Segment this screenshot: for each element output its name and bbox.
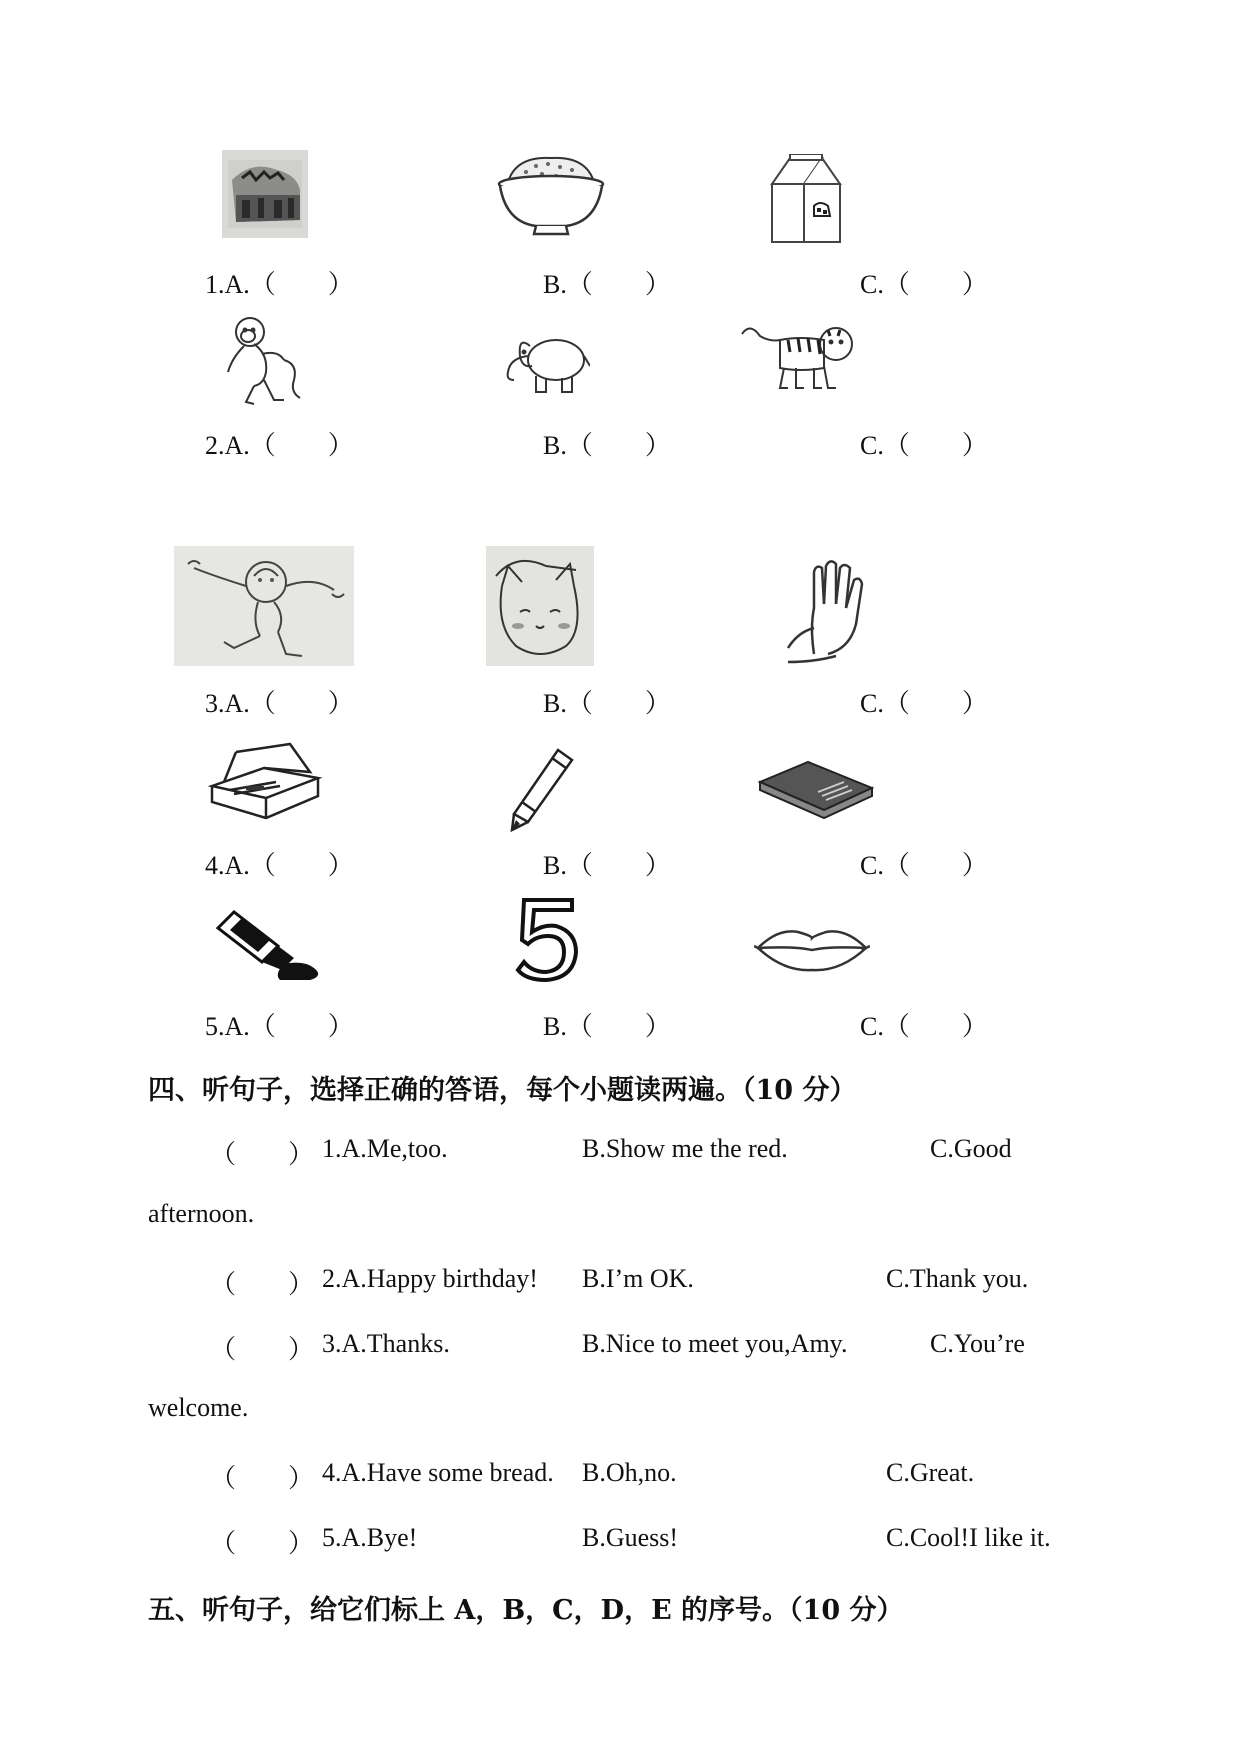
q1-option-c: C.（ ） <box>860 270 988 299</box>
q5-option-a: 5.A.（ ） <box>205 1012 354 1041</box>
option-c: C.Cool!I like it. <box>886 1523 1051 1552</box>
monkey-icon <box>224 314 310 410</box>
q2-option-a: 2.A.（ ） <box>205 431 354 460</box>
rice-bowl-icon <box>496 152 606 238</box>
option-a: 4.A.Have some bread. <box>322 1458 554 1487</box>
option-c-wrap: afternoon. <box>148 1199 255 1228</box>
q4-option-c: C.（ ） <box>860 851 988 880</box>
option-c: C.Thank you. <box>886 1264 1029 1293</box>
milk-carton-icon <box>760 154 860 246</box>
q3-option-a: 3.A.（ ） <box>205 689 354 718</box>
dancing-boy-icon <box>174 546 354 666</box>
section5-title: 五、听句子，给它们标上 A，B，C，D，E 的序号。（10 分） <box>148 1595 904 1626</box>
option-b: B.Oh,no. <box>582 1458 677 1487</box>
option-b: B.Nice to meet you,Amy. <box>582 1329 848 1358</box>
option-a: 3.A.Thanks. <box>322 1329 450 1358</box>
option-c: C.Good <box>930 1134 1012 1163</box>
option-c: C.You’re <box>930 1329 1025 1358</box>
q4-option-b: B.（ ） <box>543 851 671 880</box>
option-b: B.Guess! <box>582 1523 679 1552</box>
answer-paren: （ ） <box>210 1335 315 1364</box>
q4-option-a: 4.A.（ ） <box>205 851 354 880</box>
q3-option-b: B.（ ） <box>543 689 671 718</box>
option-a: 1.A.Me,too. <box>322 1134 448 1163</box>
pencil-box-icon <box>206 742 324 824</box>
tiger-icon <box>740 322 858 394</box>
answer-paren: （ ） <box>210 1529 315 1558</box>
hand-icon <box>784 558 880 666</box>
elephant-icon <box>500 326 590 398</box>
cat-head-pat-icon <box>486 546 594 666</box>
q2-option-c: C.（ ） <box>860 431 988 460</box>
pencil-icon <box>508 746 576 832</box>
mouth-icon <box>754 922 870 974</box>
option-b: B.Show me the red. <box>582 1134 788 1163</box>
q5-option-c: C.（ ） <box>860 1012 988 1041</box>
option-b: B.I’m OK. <box>582 1264 694 1293</box>
q1-option-b: B.（ ） <box>543 270 671 299</box>
option-a: 2.A.Happy birthday! <box>322 1264 538 1293</box>
answer-paren: （ ） <box>210 1140 315 1169</box>
option-c-wrap: welcome. <box>148 1393 249 1422</box>
q5-option-b: B.（ ） <box>543 1012 671 1041</box>
q3-option-c: C.（ ） <box>860 689 988 718</box>
book-icon <box>756 758 874 820</box>
paint-tube-icon <box>214 904 326 980</box>
q1-option-a: 1.A.（ ） <box>205 270 354 299</box>
number-five-icon <box>514 896 580 982</box>
answer-paren: （ ） <box>210 1464 315 1493</box>
option-c: C.Great. <box>886 1458 975 1487</box>
answer-paren: （ ） <box>210 1270 315 1299</box>
q2-option-b: B.（ ） <box>543 431 671 460</box>
section4-title: 四、听句子，选择正确的答语，每个小题读两遍。（10 分） <box>148 1075 857 1106</box>
option-a: 5.A.Bye! <box>322 1523 418 1552</box>
cake-photo-icon <box>222 150 308 238</box>
